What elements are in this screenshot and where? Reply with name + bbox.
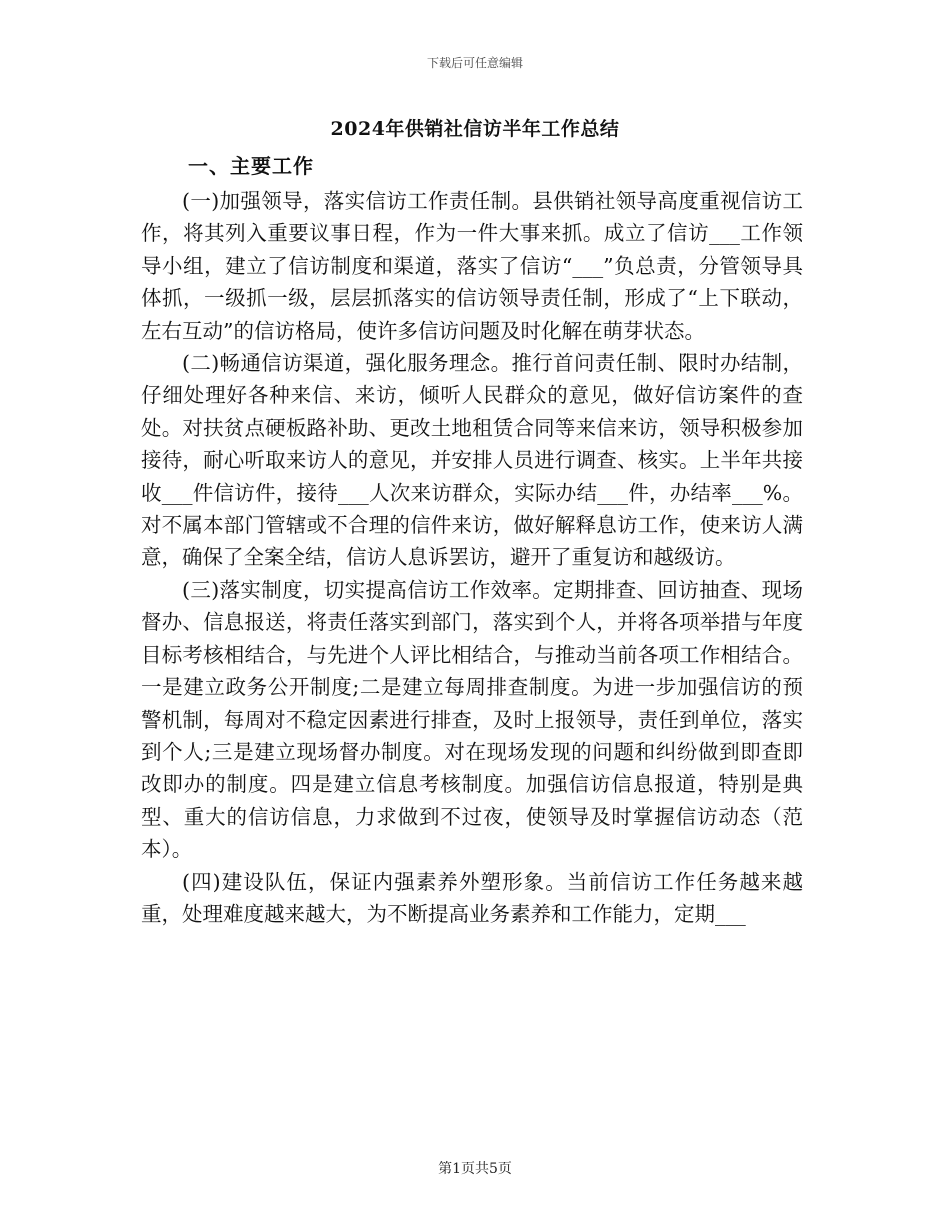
header-note: 下载后可任意编辑	[426, 56, 523, 70]
paragraph-2: (二)畅通信访渠道，强化服务理念。推行首问责任制、限时办结制，仔细处理好各种来信、来访，倾听人民群众的意见，做好信访案件的查处。对扶贫点硬板路补助、更改土地租赁合同等来信来访，领导积极参加接待，耐心听取来访人的意见，并安排人员进行调查、核实。上半年共接收___件信访件，接待___人次来访群众，实际办结___件，办结率___%。对不属本部门管辖或不合理的信件来访，做好解释息访工作，使来访人满意，确保了全案全结，信访人息诉罢访，避开了重复访和越级访。	[141, 351, 803, 570]
document-body	[141, 185, 803, 930]
paragraph-3: (三)落实制度，切实提高信访工作效率。定期排查、回访抽查、现场督办、信息报送，将责任落实到部门，落实到个人，并将各项举措与年度目标考核相结合，与先进个人评比相结合，与推动当前各项工作相结合。一是建立政务公开制度;二是建立每周排查制度。为进一步加强信访的预警机制，每周对不稳定因素进行排查，及时上报领导，责任到单位，落实到个人;三是建立现场督办制度。对在现场发现的问题和纠纷做到即查即改即办的制度。四是建立信息考核制度。加强信访信息报道，特别是典型、重大的信访信息，力求做到不过夜，使领导及时掌握信访动态（范本）。	[141, 577, 803, 862]
section-heading: 一、主要工作	[188, 154, 314, 178]
paragraph-1: (一)加强领导，落实信访工作责任制。县供销社领导高度重视信访工作，将其列入重要议事日程，作为一件大事来抓。成立了信访___工作领导小组，建立了信访制度和渠道，落实了信访“___”负总责，分管领导具体抓，一级抓一级，层层抓落实的信访领导责任制，形成了“上下联动，左右互动”的信访格局，使许多信访问题及时化解在萌芽状态。	[141, 189, 803, 343]
page-number: 第1页共5页	[438, 1161, 512, 1177]
paragraph-4: (四)建设队伍，保证内强素养外塑形象。当前信访工作任务越来越重，处理难度越来越大，为不断提高业务素养和工作能力，定期___	[141, 869, 803, 926]
document-title: 2024年供销社信访半年工作总结	[330, 118, 620, 140]
